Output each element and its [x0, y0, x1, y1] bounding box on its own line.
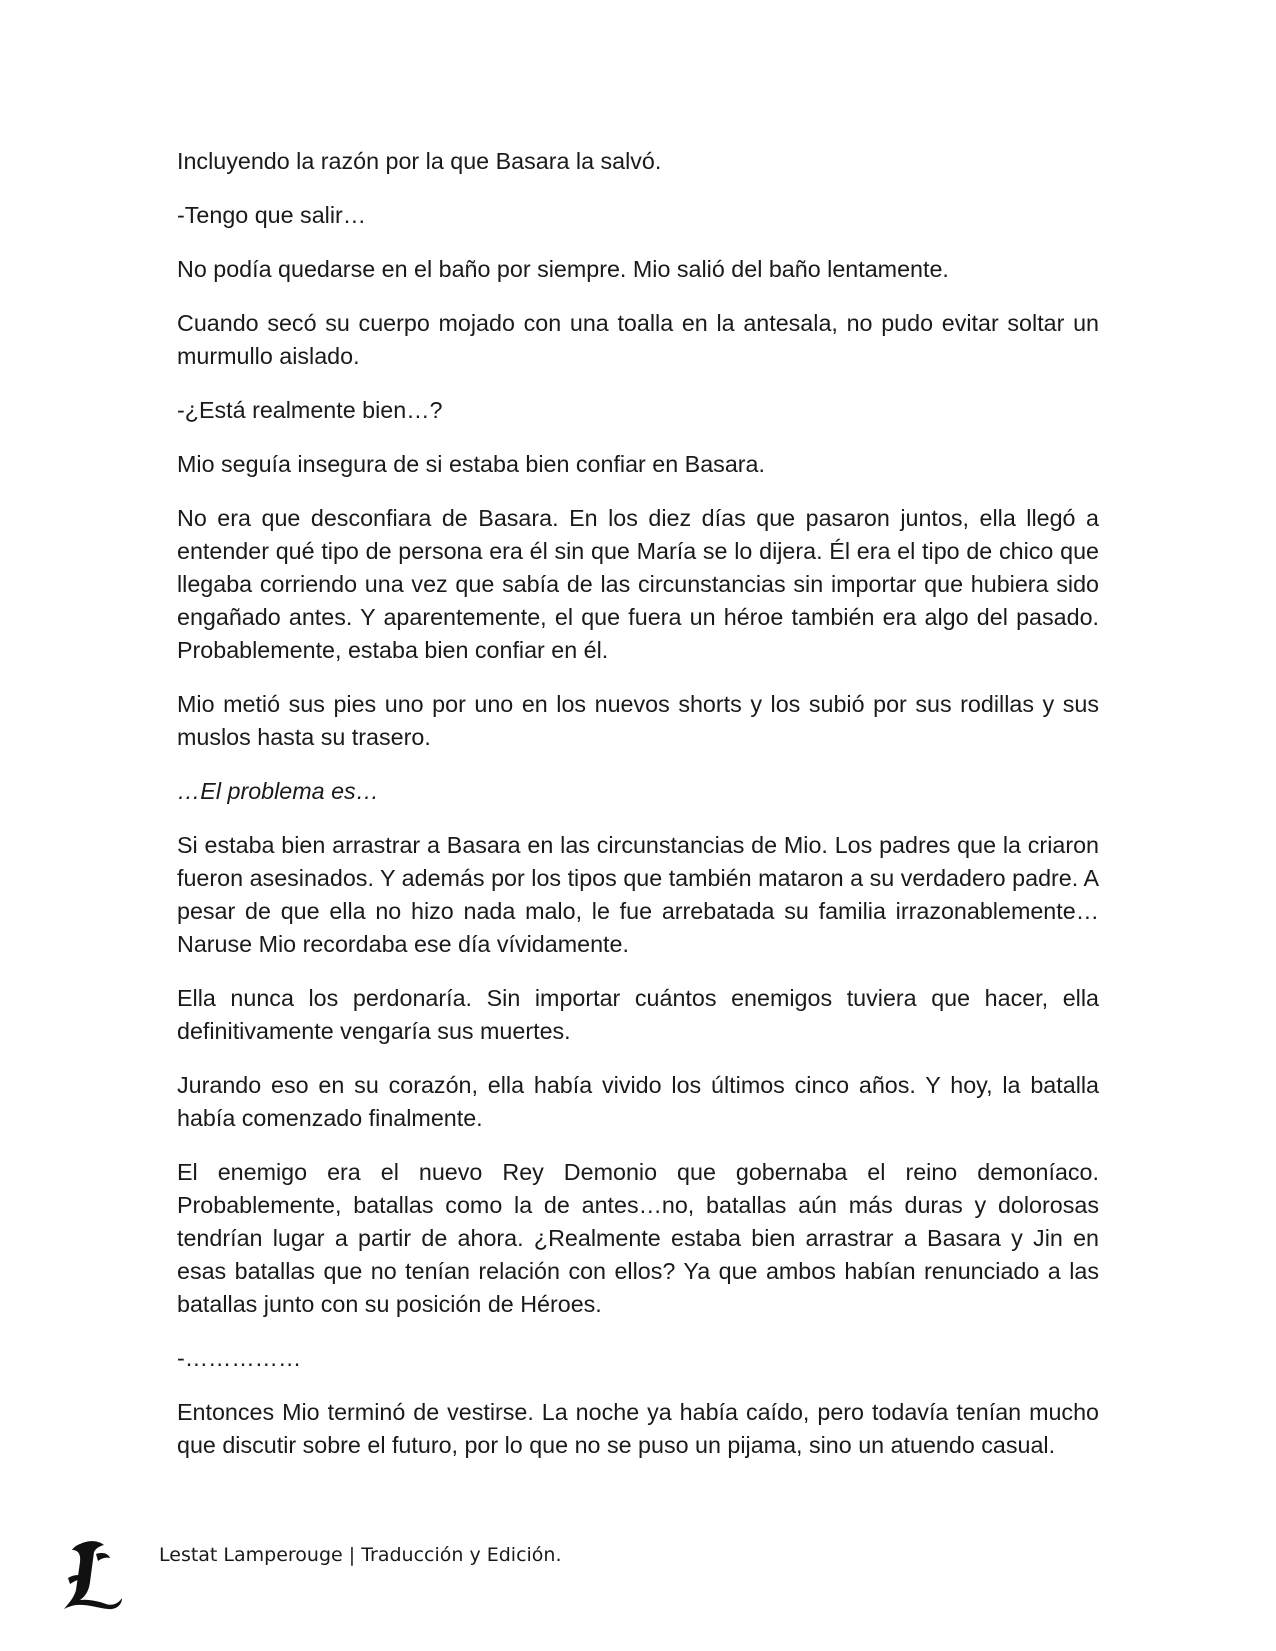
- paragraph: Mio seguía insegura de si estaba bien confiar en Basara.: [177, 451, 765, 477]
- page-footer: [62, 1538, 762, 1618]
- paragraph: Ella nunca los perdonaría. Sin importar cuántos enemigos tuviera que hacer, ella definitivamente vengaría sus muertes.: [177, 985, 1099, 1044]
- paragraph: No podía quedarse en el baño por siempre. Mio salió del baño lentamente.: [177, 256, 949, 282]
- paragraph: No era que desconfiara de Basara. En los diez días que pasaron juntos, ella llegó a entender qué tipo de persona era él sin que María se lo dijera. Él era el tipo de chico que llegaba corriendo una vez que sabía de las circunstancias sin importar que hubiera sido engañado antes. Y aparentemente, el que fuera un héroe también era algo del pasado. Probablemente, estaba bien confiar en él.: [177, 505, 1099, 663]
- gothic-letter-l-logo-icon: [62, 1538, 126, 1610]
- paragraph-italic: …El problema es…: [177, 778, 379, 804]
- paragraph: Cuando secó su cuerpo mojado con una toalla en la antesala, no pudo evitar soltar un murmullo aislado.: [177, 310, 1099, 369]
- paragraph: -¿Está realmente bien…?: [177, 397, 443, 423]
- footer-credit: Lestat Lamperouge | Traducción y Edición.: [159, 1544, 562, 1566]
- paragraph: -Tengo que salir…: [177, 202, 367, 228]
- paragraph: Mio metió sus pies uno por uno en los nuevos shorts y los subió por sus rodillas y sus muslos hasta su trasero.: [177, 691, 1099, 750]
- paragraph: Si estaba bien arrastrar a Basara en las circunstancias de Mio. Los padres que la criaron fueron asesinados. Y además por los tipos que también mataron a su verdadero padre. A pesar de que ella no hizo nada malo, le fue arrebatada su familia irrazonablemente…Naruse Mio recordaba ese día vívidamente.: [177, 832, 1099, 957]
- paragraph: El enemigo era el nuevo Rey Demonio que gobernaba el reino demoníaco. Probablemente, batallas como la de antes…no, batallas aún más duras y dolorosas tendrían lugar a partir de ahora. ¿Realmente estaba bien arrastrar a Basara y Jin en esas batallas que no tenían relación con ellos? Ya que ambos habían renunciado a las batallas junto con su posición de Héroes.: [177, 1159, 1099, 1317]
- paragraph: Jurando eso en su corazón, ella había vivido los últimos cinco años. Y hoy, la batalla había comenzado finalmente.: [177, 1072, 1099, 1131]
- paragraph: -……………: [177, 1345, 302, 1371]
- paragraph: Entonces Mio terminó de vestirse. La noche ya había caído, pero todavía tenían mucho que discutir sobre el futuro, por lo que no se puso un pijama, sino un atuendo casual.: [177, 1399, 1099, 1458]
- paragraph: Incluyendo la razón por la que Basara la salvó.: [177, 148, 662, 174]
- page-body: [177, 145, 1099, 1483]
